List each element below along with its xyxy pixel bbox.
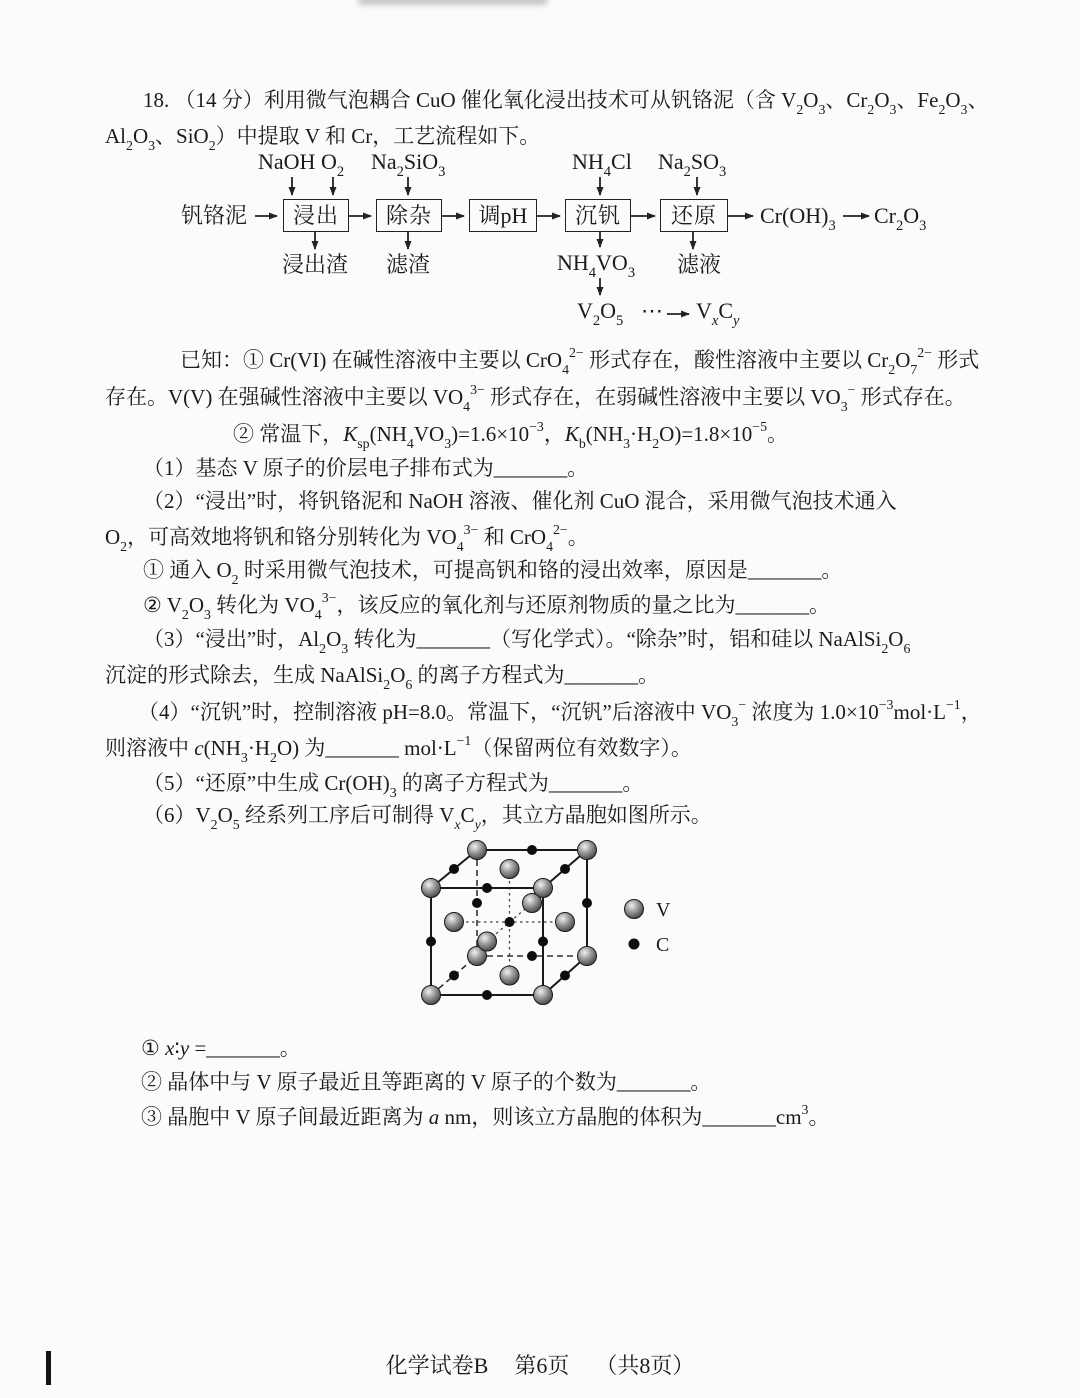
legend-c-dot-icon (629, 939, 640, 950)
flow-ellipsis: ⋯ (641, 298, 663, 323)
q3-line: （3）“浸出”时，$Al_2O_3$ 转化为_______（写化学式）。“除杂”时，铝和硅以 $NaAlSi_2O_6$ (143, 627, 911, 656)
footer-page-number: 第6页 (514, 1353, 570, 1378)
flow-output-filter-residue: 滤渣 (386, 252, 431, 277)
flow-input-nh4cl: $NH_4Cl$ (572, 149, 632, 181)
question-2-sub2 (105, 587, 985, 623)
question-5 (105, 765, 985, 801)
question-intro (105, 82, 989, 154)
flow-product-cr2o3: $Cr_2O_3$ (874, 203, 927, 235)
legend-v-sphere-icon (625, 900, 644, 919)
flow-source-label: 钒铬泥 (181, 203, 248, 228)
flow-chain-v2o5: $V_2O_5$ (577, 298, 624, 330)
flow-input-naoh: NaOH (258, 149, 316, 174)
known-facts (105, 342, 985, 453)
c1-line: ① x∶y =_______。 (141, 1036, 301, 1060)
known-line: 已知：① Cr(VI) 在碱性溶液中主要以 CrO$_4^{2-}$ 形式存在，酸性溶液中主要以 $Cr_2O_7^{2-}$ 形式 (180, 344, 980, 377)
flow-step-box-precipitate-v: 沉钒 (565, 199, 631, 232)
scan-smudge-artifact (358, 0, 548, 5)
cell-question-2 (105, 1064, 985, 1100)
page-footer (0, 1349, 1080, 1380)
c2-line: ② 晶体中与 V 原子最近且等距离的 V 原子的个数为_______。 (141, 1070, 712, 1094)
c3-line: ③ 晶胞中 V 原子间最近距离为 a nm，则该立方晶胞的体积为$\_\_\_\_\_\_\_cm^3$。 (141, 1101, 830, 1129)
intro-line: $Al_2O_3$、SiO$_2$）中提取 V 和 Cr，工艺流程如下。 (105, 124, 541, 153)
cell-question-1 (105, 1030, 985, 1066)
q2s1-line: ① 通入 $O_2$ 时采用微气泡技术，可提高钒和铬的浸出效率，原因是_______。 (143, 558, 843, 587)
footer-paper-title: 化学试卷B (385, 1353, 489, 1378)
flow-output-nh4vo3: $NH_4VO_3$ (557, 250, 636, 282)
cell-question-3 (105, 1099, 985, 1135)
crystal-cell-figure (418, 838, 718, 1033)
q2-line: $O_2$，可高效地将钒和铬分别转化为 $VO_4^{3-}$ 和 CrO$_4^{2-}$。 (105, 521, 589, 554)
legend-c-label: C (656, 934, 670, 956)
known-line: ② 常温下，$K_{sp}(NH_4VO_3)=1.6\times 10^{-3}$，$K_b(NH_3\cdot H_2O)=1.8\times 10^{-5}$。 (233, 418, 789, 451)
flow-product-croh3: $Cr(OH)_3$ (760, 203, 836, 235)
flow-input-na2so3: $Na_2SO_3$ (658, 149, 727, 181)
q4-line: （4）“沉钒”时，控制溶液 pH=8.0。常温下，“沉钒”后溶液中 $VO_3^-$ 浓度为 $1.0\times 10^{-3}mol\cdot L^{-1}$， (138, 696, 982, 729)
question-2-sub1 (105, 552, 985, 588)
flow-step-box-reduce: 还原 (660, 199, 728, 232)
intro-line: 18. （14 分）利用微气泡耦合 CuO 催化氧化浸出技术可从钒铬泥（含 $V_2O_3$、$Cr_2O_3$、$Fe_2O_3$、 (143, 88, 989, 117)
flow-arrows (175, 148, 955, 338)
q2s2-line: ② $V_2O_3$ 转化为 $VO_4^{3-}$，该反应的氧化剂与还原剂物质的量之比为_______。 (143, 589, 830, 622)
flow-step-box-adjust-ph: 调pH (469, 199, 537, 232)
question-4 (105, 694, 985, 766)
question-2 (105, 483, 985, 555)
flow-step-box-leach: 浸出 (283, 199, 349, 232)
process-flow-diagram (175, 148, 955, 338)
flow-step-box-purify: 除杂 (376, 199, 442, 232)
flow-output-leach-residue: 浸出渣 (282, 252, 349, 277)
q3-line: 沉淀的形式除去，生成 $NaAlSi_2O_6$ 的离子方程式为_______。 (105, 663, 660, 692)
flow-input-na2sio3: $Na_2SiO_3$ (371, 149, 446, 181)
scan-bar-artifact (46, 1351, 51, 1385)
footer-total-pages: （共8页） (595, 1353, 695, 1378)
flow-chain-vxcy: $V_xC_y$ (696, 298, 740, 330)
question-3 (105, 621, 985, 693)
q1-line: （1）基态 V 原子的价层电子排布式为_______。 (143, 456, 589, 480)
q4-line: 则溶液中 $c(NH_3\cdot H_2O)$ 为_______ $mol\cdot L^{-1}$（保留两位有效数字）。 (105, 732, 692, 765)
q2-line: （2）“浸出”时，将钒铬泥和 NaOH 溶液、催化剂 CuO 混合，采用微气泡技术通入 (143, 489, 897, 513)
q5-line: （5）“还原”中生成 $Cr(OH)_3$ 的离子方程式为_______。 (143, 771, 644, 800)
question-1 (105, 450, 985, 486)
flow-output-filtrate: 滤液 (677, 252, 722, 277)
known-line: 存在。V(V) 在强碱性溶液中主要以 $VO_4^{3-}$ 形式存在，在弱碱性溶液中主要以 $VO_3^-$ 形式存在。 (105, 381, 966, 414)
q6-line: $(6)V_2O_5$ 经系列工序后可制得 $V_xC_y$，其立方晶胞如图所示。 (143, 803, 712, 832)
flow-input-o2: $O_2$ (321, 149, 345, 181)
unit-cell-drawing (418, 838, 718, 1033)
question-6 (105, 797, 985, 833)
legend-v-label: V (656, 899, 671, 921)
